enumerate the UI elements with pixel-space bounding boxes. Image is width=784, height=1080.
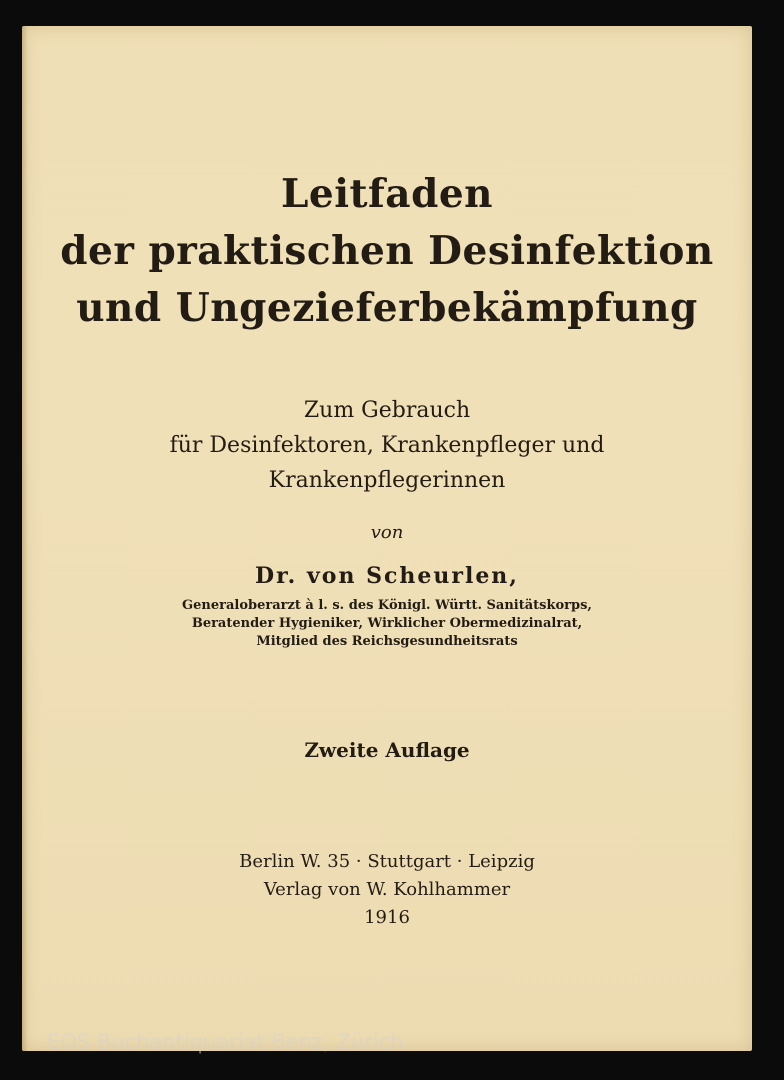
subtitle-line-3: Krankenpflegerinnen <box>268 468 506 493</box>
author-name: Dr. von Scheurlen, <box>255 563 519 589</box>
author-credential: Generaloberarzt à l. s. des Königl. Württ. Sanitätskorps, <box>182 598 592 613</box>
book-cover <box>22 26 752 1051</box>
subtitle-line-2: für Desinfektoren, Krankenpfleger und <box>169 433 605 458</box>
watermark: EOS Buchantiquariat Benz, Zürich <box>47 1030 404 1054</box>
author-credential: Beratender Hygieniker, Wirklicher Obermedizinalrat, <box>191 616 583 631</box>
title-line-3: und Ungezieferbekämpfung <box>76 285 698 331</box>
publisher-name: Verlag von W. Kohlhammer <box>263 879 511 900</box>
author-credential: Mitglied des Reichsgesundheitsrats <box>256 634 518 649</box>
subtitle-line-1: Zum Gebrauch <box>303 398 471 423</box>
title-line-2: der praktischen Desinfektion <box>60 228 714 274</box>
publisher-places: Berlin W. 35 · Stuttgart · Leipzig <box>239 851 535 872</box>
edition-label: Zweite Auflage <box>304 738 470 762</box>
publication-year: 1916 <box>364 907 410 928</box>
by-label: von <box>370 522 404 543</box>
title-line-1: Leitfaden <box>280 171 494 217</box>
